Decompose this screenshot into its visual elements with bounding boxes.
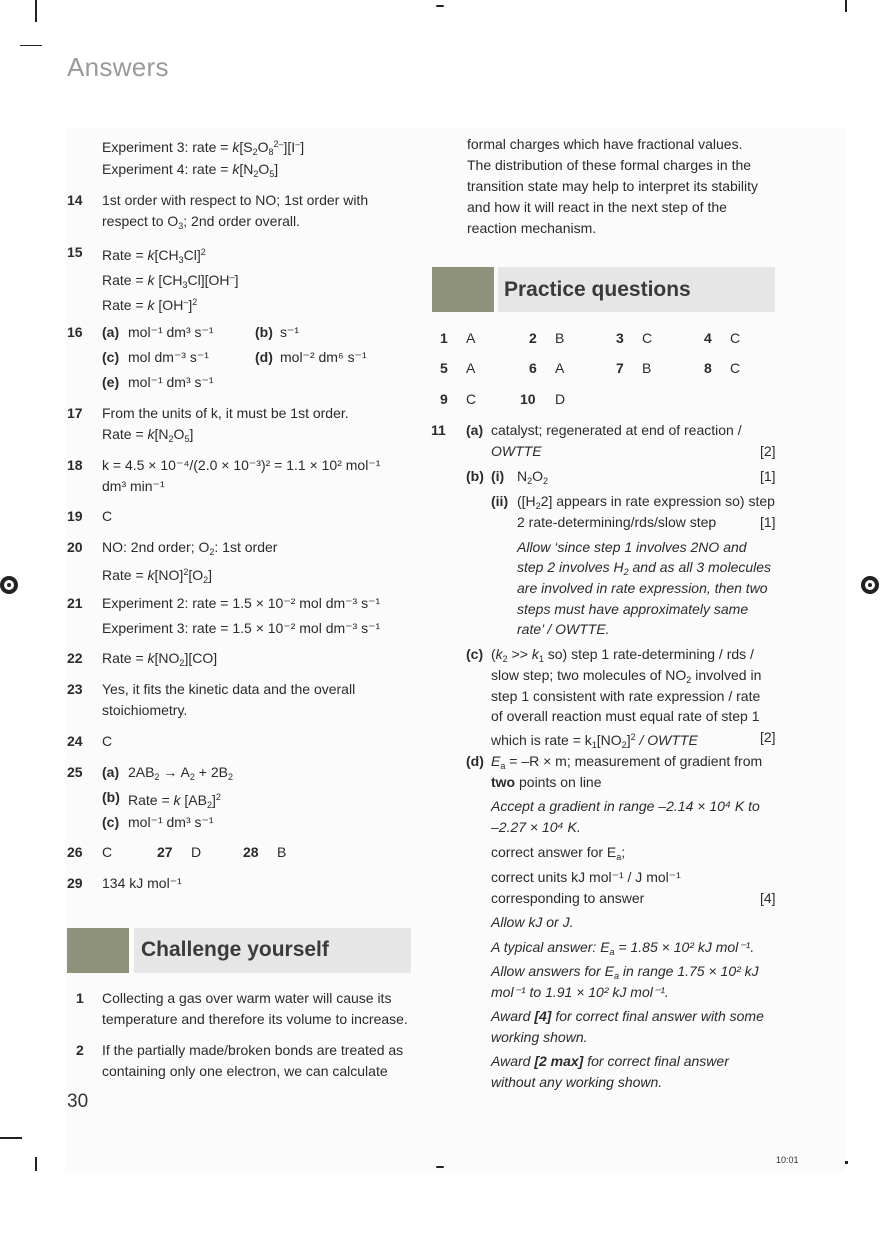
part-label: (a) xyxy=(102,324,120,340)
answer-line: containing only one electron, we can calculate xyxy=(102,1063,388,1079)
answer-line: Experiment 3: rate = 1.5 × 10⁻² mol dm⁻³ s⁻¹ xyxy=(102,620,381,636)
mc-answer: A xyxy=(466,360,476,376)
answer-line: correct units kJ mol⁻¹ / J mol⁻¹ xyxy=(491,869,681,885)
answer-line: Collecting a gas over warm water will cause its xyxy=(102,990,392,1006)
answer-line: $2AB_2 \to A_2 + 2B_2$ xyxy=(128,764,233,782)
answer-line: corresponding to answer xyxy=(491,890,645,906)
answer-line: The distribution of these formal charges in the xyxy=(467,157,752,173)
marking-note: step 2 involves $H_2$ and as all 3 molecules xyxy=(517,559,772,577)
answer-line: Rate = k $[AB_2]^2$ xyxy=(128,792,221,810)
question-number: 28 xyxy=(243,844,259,860)
answer-line: Rate = $k[NO_2][CO]$ xyxy=(102,650,218,668)
question-number: 18 xyxy=(67,457,83,473)
question-number: 2 xyxy=(76,1042,84,1058)
mc-answer: B xyxy=(555,330,565,346)
part-label: (c) xyxy=(102,349,120,365)
mc-number: 4 xyxy=(704,330,712,346)
marking-note: Award [2 max] for correct final answer xyxy=(491,1053,729,1069)
crop-mark xyxy=(20,45,42,46)
answer-line: D xyxy=(191,844,202,860)
marking-note: steps must have approximately same xyxy=(517,601,749,617)
marking-note: Accept a gradient in range –2.14 × 10⁴ K to xyxy=(491,798,760,814)
part-label: (a) xyxy=(102,764,120,780)
marking-note: are involved in rate expression, then two xyxy=(517,580,768,596)
mark-allocation: [2] xyxy=(760,443,776,459)
answer-line: Rate = k $[OH^-]^2$ xyxy=(102,297,198,313)
crop-mark xyxy=(35,0,37,22)
answer-line: stoichiometry. xyxy=(102,702,188,718)
mc-answer: A xyxy=(466,330,476,346)
answer-line: k = 4.5 × 10⁻⁴/(2.0 × 10⁻³)² = 1.1 × 10² mol⁻¹ xyxy=(102,457,381,473)
part-label: (d) xyxy=(466,753,484,769)
answer-line: temperature and therefore its volume to increase. xyxy=(102,1011,408,1027)
question-number: 1 xyxy=(76,990,84,1006)
question-number: 21 xyxy=(67,595,83,611)
mc-answer: C xyxy=(642,330,653,346)
part-label: (a) xyxy=(466,422,484,438)
section-title-challenge: Challenge yourself xyxy=(141,938,329,961)
registration-mark-icon xyxy=(861,576,879,594)
crop-mark xyxy=(436,5,444,7)
answer-line: ($[H_22]$ appears in rate expression so) step xyxy=(517,493,775,511)
mc-number: 9 xyxy=(440,391,448,407)
question-number: 22 xyxy=(67,650,83,666)
answer-line: $E_a = -R \times m$; measurement of gradient from xyxy=(491,753,763,771)
answer-line: transition state may help to interpret its stability xyxy=(467,178,759,194)
mc-answer: C xyxy=(466,391,477,407)
part-label: (i) xyxy=(491,468,505,484)
section-banner-block xyxy=(67,928,129,973)
part-label: (c) xyxy=(102,814,120,830)
marking-note: A typical answer: $E_a = 1.85 \times 10^2$ kJ mol⁻¹. xyxy=(491,939,755,957)
answer-line: Experiment 4: rate = $k[N_2O_5]$ xyxy=(102,161,279,179)
marking-note: rate’ / OWTTE. xyxy=(517,621,610,637)
answer-line: Rate = $k[NO]^2[O_2]$ xyxy=(102,567,213,585)
answer-line: formal charges which have fractional values. xyxy=(467,136,743,152)
answer-line: Experiment 2: rate = 1.5 × 10⁻² mol dm⁻³ s⁻¹ xyxy=(102,595,381,611)
question-number: 15 xyxy=(67,244,83,260)
answer-line: 134 kJ mol⁻¹ xyxy=(102,875,182,891)
mc-answer: B xyxy=(642,360,652,376)
mc-answer: A xyxy=(555,360,565,376)
question-number: 17 xyxy=(67,405,83,421)
mc-number: 2 xyxy=(529,330,537,346)
answer-line: respect to $O_3$; 2nd order overall. xyxy=(102,213,301,231)
mc-answer: C xyxy=(730,360,741,376)
question-number: 27 xyxy=(157,844,173,860)
part-label: (d) xyxy=(255,349,273,365)
answer-line: Experiment 3: rate = $k[S_2O_8^{2-}][I^-]$ xyxy=(102,139,305,157)
answer-line: C xyxy=(102,508,113,524)
mc-number: 3 xyxy=(616,330,624,346)
part-label: (e) xyxy=(102,374,120,390)
section-title-practice: Practice questions xyxy=(504,278,691,301)
question-number: 16 xyxy=(67,324,83,340)
crop-mark xyxy=(436,1166,444,1168)
question-number: 20 xyxy=(67,539,83,555)
mc-answer: D xyxy=(555,391,566,407)
answer-line: of overall reaction must equal rate of step 1 xyxy=(491,708,760,724)
marking-note: Allow kJ or J. xyxy=(491,914,574,930)
part-label: (b) xyxy=(102,789,120,805)
crop-mark xyxy=(845,0,847,12)
answer-line: B xyxy=(277,844,287,860)
mc-number: 8 xyxy=(704,360,712,376)
answer-line: mol⁻² dm⁶ s⁻¹ xyxy=(280,349,367,365)
answer-line: reaction mechanism. xyxy=(467,220,597,236)
answer-line: s⁻¹ xyxy=(280,324,300,340)
answer-line: Rate = $k[CH_3Cl]^2$ xyxy=(102,247,206,265)
question-number: 23 xyxy=(67,681,83,697)
marking-note: Allow answers for $E_a$ in range 1.75 × 10² kJ xyxy=(491,963,759,981)
page-title: Answers xyxy=(67,52,169,82)
question-number: 24 xyxy=(67,733,83,749)
answer-line: mol⁻¹ dm³ s⁻¹ xyxy=(128,814,214,830)
mark-allocation: [4] xyxy=(760,890,776,906)
answer-line: which is rate = $k_1[NO_2]^2$ / OWTTE xyxy=(491,732,698,750)
answer-line: slow step; two molecules of $NO_2$ involved in xyxy=(491,667,762,685)
answer-line: 1st order with respect to NO; 1st order with xyxy=(102,192,369,208)
part-label: (b) xyxy=(255,324,273,340)
section-banner-block xyxy=(432,267,494,312)
part-label: (ii) xyxy=(491,493,509,509)
crop-mark xyxy=(35,1157,37,1171)
answer-line: two points on line xyxy=(491,774,602,790)
mark-allocation: [1] xyxy=(760,468,776,484)
answer-line: mol dm⁻³ s⁻¹ xyxy=(128,349,209,365)
crop-mark xyxy=(845,1161,848,1164)
mc-number: 7 xyxy=(616,360,624,376)
crop-mark xyxy=(0,1137,22,1139)
mark-allocation: [1] xyxy=(760,514,776,530)
part-label: (b) xyxy=(466,468,484,484)
marking-note: mol⁻¹ to 1.91 × 10² kJ mol⁻¹. xyxy=(491,984,669,1000)
answer-line: NO: 2nd order; $O_2$: 1st order xyxy=(102,539,278,557)
mc-number: 10 xyxy=(520,391,536,407)
answer-line: and how it will react in the next step of the xyxy=(467,199,727,215)
mc-answer: C xyxy=(730,330,741,346)
answer-line: correct answer for $E_a$; xyxy=(491,844,626,862)
marking-note: Allow ‘since step 1 involves 2NO and xyxy=(517,539,747,555)
answer-line: catalyst; regenerated at end of reaction / xyxy=(491,422,742,438)
mark-allocation: [2] xyxy=(760,729,776,745)
answer-line: ($k_2 >> k_1$ so) step 1 rate-determining / rds / xyxy=(491,646,754,664)
answer-line: mol⁻¹ dm³ s⁻¹ xyxy=(128,374,214,390)
marking-note: working shown. xyxy=(491,1029,588,1045)
mc-number: 6 xyxy=(529,360,537,376)
question-number: 26 xyxy=(67,844,83,860)
mc-number: 1 xyxy=(440,330,448,346)
answer-line: Rate = $k[N_2O_5]$ xyxy=(102,426,194,444)
answer-line: step 1 consistent with rate expression / rate xyxy=(491,688,761,704)
answer-line: If the partially made/broken bonds are treated as xyxy=(102,1042,404,1058)
answer-line: 2 rate-determining/rds/slow step xyxy=(517,514,717,530)
answer-line: Yes, it fits the kinetic data and the overall xyxy=(102,681,356,697)
answer-line: $N_2O_2$ xyxy=(517,468,549,486)
answer-line: C xyxy=(102,733,113,749)
marking-note: –2.27 × 10⁴ K. xyxy=(491,819,581,835)
part-label: (c) xyxy=(466,646,484,662)
answer-line: From the units of k, it must be 1st order. xyxy=(102,405,349,421)
marking-note: without any working shown. xyxy=(491,1074,663,1090)
answer-line: Rate = k $[CH_3Cl][OH^-]$ xyxy=(102,272,239,290)
question-number: 19 xyxy=(67,508,83,524)
mc-number: 5 xyxy=(440,360,448,376)
page-number: 30 xyxy=(67,1091,89,1112)
registration-mark-icon xyxy=(0,576,18,594)
question-number: 14 xyxy=(67,192,83,208)
question-number: 29 xyxy=(67,875,83,891)
question-number: 25 xyxy=(67,764,83,780)
question-number: 11 xyxy=(431,422,446,438)
answer-line: C xyxy=(102,844,113,860)
marking-note: Award [4] for correct final answer with some xyxy=(491,1008,764,1024)
answer-line: dm³ min⁻¹ xyxy=(102,478,165,494)
timestamp: 10:01 xyxy=(776,1155,799,1165)
answer-line: mol⁻¹ dm³ s⁻¹ xyxy=(128,324,214,340)
answer-line: OWTTE xyxy=(491,443,542,459)
